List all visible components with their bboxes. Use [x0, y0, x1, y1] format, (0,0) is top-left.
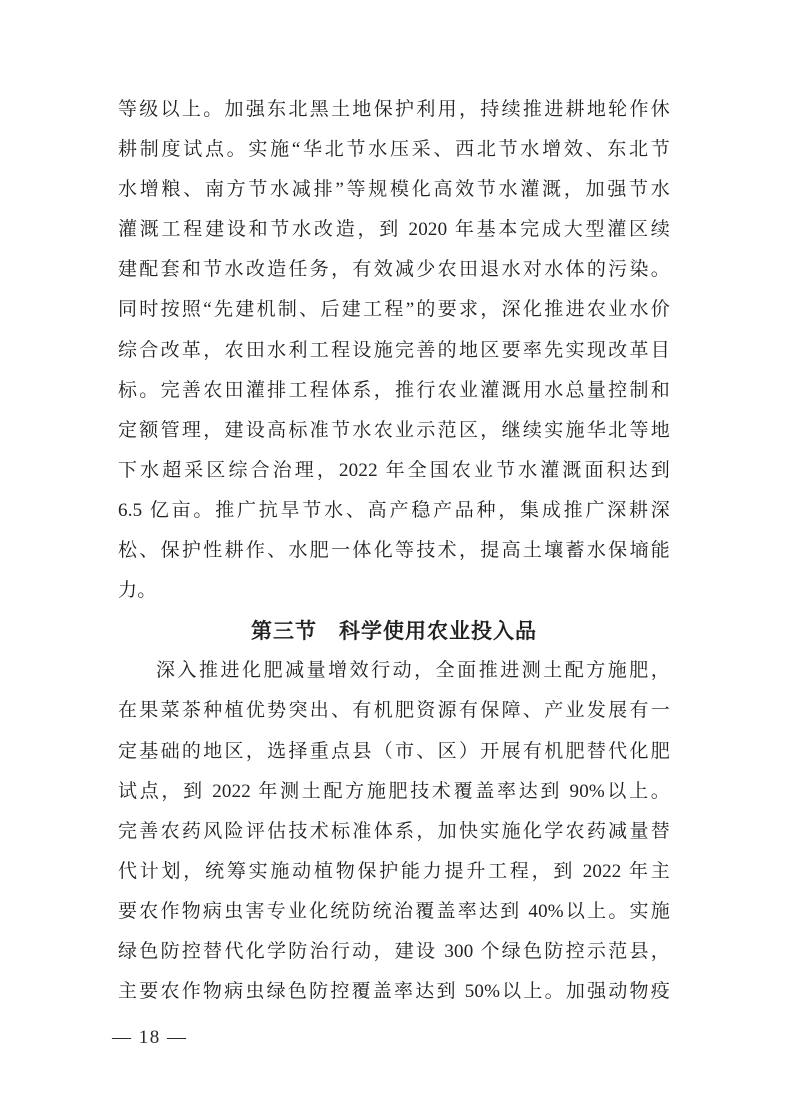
text-line: 等级以上。加强东北黑土地保护利用，持续推进耕地轮作休 — [118, 99, 670, 120]
text-line: 水增粮、南方节水减排”等规模化高效节水灌溉，加强节水 — [118, 179, 670, 201]
text-line: 绿色防控替代化学防治行动，建设 300 个绿色防控示范县， — [118, 940, 670, 962]
text-line: 完善农药风险评估技术标准体系，加快实施化学农药减量替 — [118, 820, 670, 842]
text-line: 建配套和节水改造任务，有效减少农田退水对水体的污染。 — [118, 259, 670, 281]
text-line: 在果菜茶种植优势突出、有机肥资源有保障、产业发展有一 — [118, 700, 670, 722]
text-line: 定基础的地区，选择重点县（市、区）开展有机肥替代化肥 — [118, 740, 670, 762]
text-line: 深入推进化肥减量增效行动，全面推进测土配方施肥， — [156, 660, 670, 682]
text-line: 同时按照“先建机制、后建工程”的要求，深化推进农业水价 — [118, 299, 670, 321]
text-line: 代计划，统筹实施动植物保护能力提升工程，到 2022 年主 — [118, 860, 670, 882]
section-heading: 第三节 科学使用农业投入品 — [251, 619, 537, 644]
text-line: 试点，到 2022 年测土配方施肥技术覆盖率达到 90%以上。 — [118, 780, 670, 802]
text-line: 下水超采区综合治理，2022 年全国农业节水灌溉面积达到 — [118, 459, 670, 481]
text-line: 力。 — [118, 580, 157, 602]
text-line: 标。完善农田灌排工程体系，推行农业灌溉用水总量控制和 — [118, 379, 670, 401]
text-block — [118, 90, 670, 1012]
text-line: 6.5 亿亩。推广抗旱节水、高产稳产品种，集成推广深耕深 — [118, 499, 670, 521]
text-line: 耕制度试点。实施“华北节水压采、西北节水增效、东北节 — [118, 139, 670, 161]
text-line: 要农作物病虫害专业化统防统治覆盖率达到 40%以上。实施 — [118, 900, 670, 922]
page-number: — 18 — — [112, 1027, 188, 1048]
text-line: 主要农作物病虫绿色防控覆盖率达到 50%以上。加强动物疫 — [118, 981, 670, 1003]
text-line: 综合改革，农田水利工程设施完善的地区要率先实现改革目 — [118, 339, 670, 361]
text-line: 定额管理，建设高标准节水农业示范区，继续实施华北等地 — [118, 419, 670, 441]
text-line: 松、保护性耕作、水肥一体化等技术，提高土壤蓄水保墒能 — [118, 540, 670, 562]
text-line: 灌溉工程建设和节水改造，到 2020 年基本完成大型灌区续 — [118, 219, 670, 241]
